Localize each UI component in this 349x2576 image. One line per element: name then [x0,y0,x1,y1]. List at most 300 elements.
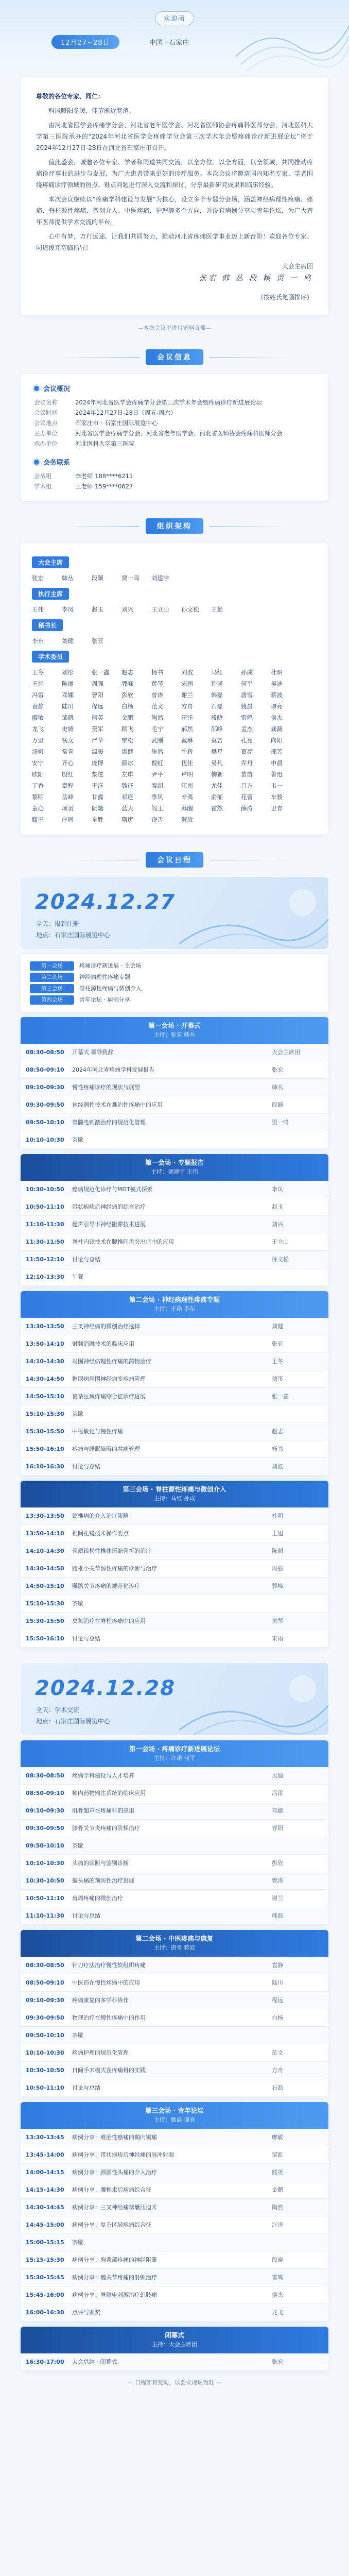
agenda-time: 14:50-15:10 [26,1583,64,1589]
info-key: 会务组 [34,472,52,480]
committee-name: 汪洋 [181,714,193,721]
agenda-time: 08:30-08:50 [26,1772,64,1779]
committee-name: 程远 [92,703,103,710]
agenda-row [21,1079,328,1096]
info-row [34,397,315,408]
agenda-row [21,1233,328,1251]
agenda-topic: 讨论与总结 [72,1256,100,1263]
committee-name: 丁香 [32,782,44,789]
agenda-speaker: 刘彤 [272,1376,283,1382]
agenda-band-title: 第一会场 · 专题报告 [145,1159,204,1166]
decorative-waves-icon [179,882,328,949]
agenda-time: 10:10-10:30 [26,1860,64,1867]
committee-name: 姚晨 [241,703,253,710]
agenda-topic: 病例分享：髋关节疼痛的射频治疗 [72,2274,157,2281]
agenda-block [21,2327,328,2371]
committee-name: 邵峰 [211,725,223,733]
committee-name: 韦一 [271,782,283,789]
committee-name: 尹平 [151,771,163,778]
committee-name: 邢芳 [271,748,283,755]
agenda-time: 16:00-16:30 [26,2309,64,2316]
agenda-time: 14:45-15:00 [26,2222,64,2228]
committee-name: 邓娜 [62,691,74,699]
hero-header [0,0,349,77]
committee-name: 张亚 [92,637,103,645]
agenda-speaker: 冯雷 [272,1790,283,1797]
agenda-topic: 糖尿病周围神经病变疼痛管理 [72,1376,146,1382]
committee-name: 葛亮 [241,748,253,755]
agenda-speaker: 张宏 [272,2359,283,2365]
agenda-row [21,1907,328,1925]
agenda-speaker: 曾涛 [272,1877,283,1884]
agenda-speaker: 程远 [272,1997,283,2004]
agenda-row [21,1595,328,1613]
agenda-time: 11:10-11:30 [26,1912,64,1919]
agenda-topic: 肌骨超声在疼痛科的应用 [72,1807,134,1814]
agenda-topic: 茶歇 [72,2032,83,2039]
agenda-time: 15:45-16:00 [26,2292,64,2298]
agenda-band-title: 第三会场 · 青年论坛 [145,2107,204,2114]
agenda-row [21,2216,328,2234]
agenda-time: 14:30-14:45 [26,2204,64,2211]
committee-name: 车骏 [271,793,283,801]
agenda-topic: 周围神经病理性疼痛的药物治疗 [72,1358,151,1365]
agenda-speaker: 吴迪 [272,1772,283,1779]
committee-name: 蓝天 [121,805,133,812]
letter-sign-title: （按姓氏笔画排序） [257,294,313,301]
committee-name: 孟杰 [241,725,253,733]
committee-name: 吴迪 [271,680,283,687]
agenda-time: 15:30-15:50 [26,1618,64,1624]
committee-name: 张宏 [32,574,44,582]
agenda-speaker: 赵玉 [272,1204,283,1210]
agenda-time: 13:45-14:00 [26,2151,64,2158]
agenda-block [21,1740,328,1925]
agenda-row [21,1440,328,1458]
agenda-time: 10:30-10:50 [26,2067,64,2074]
agenda-speaker: 贾一鸣 [272,1119,289,1126]
agenda-topic: 癌痛规范化诊疗与MDT模式探索 [72,1186,153,1193]
agenda-speaker: 雷鸣 [272,2274,283,2281]
letter-paragraph: 由河北省医学会疼痛学分会、河北省老年医学会、河北省医师协会疼痛科医师分会，河北医科大学第三医院承办的“2024年河北省医学会疼痛学分会第三次学术年会暨疼痛诊疗新进展论坛”将于2024年12月27日-28日在河北省石家庄市召开。 [36,122,313,151]
agenda-speaker [267,1405,328,1422]
agenda-time: 08:50-09:10 [26,1790,64,1797]
section-agenda-label: 会议日程 [146,852,203,868]
committee-name: 吕方 [241,782,253,789]
agenda-time: 08:30-08:50 [26,1049,64,1056]
agenda-time: 14:15-14:30 [26,2187,64,2193]
committee-names [32,572,317,584]
agenda-speaker: 杜明 [272,1513,283,1519]
agenda-time: 15:30-15:50 [26,1428,64,1435]
agenda-topic: 慢性疼痛诊疗的现状与展望 [72,1084,140,1091]
letter-salute: 尊敬的各位专家、同仁： [36,93,104,100]
committee-name: 岳峰 [62,793,74,801]
agenda-band-host: 主持：马红 孙成 [153,1495,196,1502]
agenda-topic: 超声引导下神经阻滞技术进展 [72,1221,146,1228]
committee-name: 郭峰 [121,680,133,687]
day2-sub2: 地点：石家庄国际展览中心 [36,1718,111,1725]
agenda-speaker: 王立山 [272,1239,289,1245]
letter-paragraph: 值此盛会，诚邀各位专家、学者和同道共同交流，以全方位、以全方面，以全领域，共同推动疼痛诊疗事业的进步与发展，为广大患者带来更好的诊疗服务。本次会议将邀请国内知名专家、学者围绕疼痛诊疗领域的热点、难点问题进行深入交流和探讨，分享最新研究成果和临床经验。 [36,159,313,189]
agenda-speaker: 陈丽 [272,1548,283,1554]
info-value: 2024年河北省医学会疼痛学分会第三次学术年会暨疼痛诊疗新进展论坛 [75,399,262,406]
agenda-row [21,1890,328,1907]
agenda-row [21,2146,328,2164]
agenda-row [21,1802,328,1820]
info-row [34,428,315,438]
day2-date: 2024.12.28 [35,1676,176,1700]
agenda-row [21,1131,328,1149]
agenda-topic: 复杂区域疼痛综合征诊疗进展 [72,1393,146,1400]
committee-name: 伍佳 [181,759,193,767]
agenda-row [21,1630,328,1648]
meeting-place: 中国 · 石家庄 [149,39,189,47]
welcome-letter [21,77,328,315]
venue-item [30,983,319,994]
agenda-speaker: 龙飞 [272,2309,283,2316]
agenda-speaker: 袁静 [272,1962,283,1969]
agenda-band [21,1154,328,1181]
agenda-topic: 中医药在慢性疼痛中的应用 [72,1979,140,1986]
agenda-speaker: 郭峰 [272,1583,283,1589]
committee-name: 俞丽 [211,793,223,801]
agenda-speaker: 周强 [272,1565,283,1572]
committee-name: 宋雨 [181,680,193,687]
agenda-topic: 带状疱疹后神经痛的综合治疗 [72,1204,146,1210]
committee-name: 韩丛 [62,574,74,582]
committee-name: 滕王 [32,816,44,823]
agenda-speaker: 汪洋 [272,2222,283,2228]
agenda-topic: 病例分享：颈源性头痛的介入治疗 [72,2169,157,2176]
committee-name: 全胜 [92,816,103,823]
committee-name: 陶然 [151,714,163,721]
committee-name: 史婧 [62,725,74,733]
committee-name: 向阳 [271,737,283,744]
agenda-topic: 开幕式 领导致辞 [72,1049,114,1056]
committee-name: 王冬 [32,669,44,676]
agenda-time: 15:10-15:30 [26,1411,64,1417]
section-committee-label: 组织架构 [146,518,203,534]
agenda-row [21,2286,328,2304]
agenda-topic: 颈椎病的介入治疗策略 [72,1513,129,1519]
agenda-topic: 茶歇 [72,1842,83,1849]
committee-name: 雷鸣 [241,714,253,721]
agenda-row [21,1974,328,1992]
agenda-row [21,2009,328,2027]
committee-name: 袁静 [32,703,44,710]
committee-name: 安宁 [32,759,44,767]
agenda-time: 16:10-16:30 [26,1463,64,1470]
agenda-topic: 讨论与总结 [72,1635,100,1642]
committee-name: 倪虹 [151,759,163,767]
agenda-block [21,1291,328,1476]
info-key: 承办单位 [34,440,58,447]
info-key: 主办单位 [34,430,58,437]
info-value: 河北医科大学第三医院 [75,440,134,447]
agenda-time: 14:30-14:50 [26,1376,64,1382]
letter-paragraph: 科风暖阳冬暖，佳节渐近寒消。 [48,107,135,114]
agenda-topic: 椎间孔镜技术操作要点 [72,1530,129,1537]
committee-name: 庄周 [62,816,74,823]
agenda-topic: 午餐 [72,1274,83,1280]
agenda-band [21,1481,328,1507]
committee-name: 钱文 [62,737,74,744]
committee-name: 杜明 [271,669,283,676]
committee-name: 康健 [121,748,133,755]
agenda-topic: 病例分享：带状疱疹后神经痛的脉冲射频 [72,2151,174,2158]
agenda-speaker: 李凤 [272,1186,283,1193]
info-basic-title: 会议概况 [43,385,71,393]
agenda-row [21,1251,328,1268]
committee-name: 顾飞 [121,725,133,733]
info-contact-title: 会务联系 [43,459,71,467]
agenda-time: 15:50-16:10 [26,1635,64,1642]
agenda-row [21,2199,328,2216]
agenda-row [21,1061,328,1079]
committee-name: 于洋 [92,782,103,789]
agenda-band-title: 第一会场 · 开幕式 [148,1022,201,1029]
agenda-row [21,1114,328,1131]
committee-name: 孙成 [241,669,253,676]
committee-role: 大会主席 [32,556,69,568]
venue-value: 疼痛诊疗新进展 · 主会场 [79,962,142,969]
committee-name: 龙飞 [32,725,44,733]
committee-name: 王立山 [151,606,169,613]
agenda-topic: 疼痛康复的多学科协作 [72,1997,129,2004]
agenda-band [21,1930,328,1957]
committee-name: 严华 [92,737,103,744]
agenda-row [21,1198,328,1216]
committee-name: 卢明 [181,771,193,778]
info-key: 会议地点 [34,419,58,427]
agenda-time: 09:50-10:10 [26,1842,64,1849]
committee-card [21,543,328,835]
committee-name: 江南 [181,782,193,789]
info-value: 王老师 159****0627 [75,483,133,490]
venue-item [30,972,319,983]
agenda-topic: 鞘内药物输注系统的临床应用 [72,1790,146,1797]
agenda-block [21,1930,328,2097]
committee-name: 马红 [211,669,223,676]
venue-value: 脊柱源性疼痛与微创介入 [79,985,142,992]
info-key: 会议名称 [34,399,58,406]
committee-name: 樊星 [211,748,223,755]
agenda-row [21,1543,328,1560]
committee-role: 秘书长 [32,619,63,631]
committee-name: 童心 [32,805,44,812]
agenda-topic: 病例分享：三叉神经痛球囊压迫术 [72,2204,157,2211]
agenda-speaker [267,2234,328,2251]
committee-name: 杨书 [151,669,163,676]
committee-name: 解放 [181,816,193,823]
agenda-band-host: 主持：唐雪 蒋波 [153,1944,196,1951]
agenda-topic: 讨论与总结 [72,2084,100,2091]
agenda-block [21,2102,328,2321]
agenda-note: — 日程如有变动，以会议现场为准 — [127,2379,222,2386]
agenda-block [21,1481,328,1648]
venue-key: 第一会场 [30,961,74,971]
committee-name: 谭亮 [271,703,283,710]
agenda-speaker: 熊英 [272,2169,283,2176]
agenda-speaker: 王旭 [272,1530,283,1537]
agenda-row [21,1044,328,1061]
agenda-row [21,1957,328,1974]
agenda-row [21,1855,328,1872]
committee-name: 辛夷 [181,793,193,801]
committee-names [32,635,317,647]
agenda-speaker: 张一鑫 [272,1393,289,1400]
agenda-band [21,2327,328,2353]
committee-name: 孔亮 [241,737,253,744]
agenda-speaker: 赵志 [272,1428,283,1435]
agenda-row [21,1181,328,1198]
committee-name: 侯杰 [271,714,283,721]
committee-name: 温暖 [92,748,103,755]
agenda-topic: 病例分享：脊髓电刺激治疗幻肢痛 [72,2292,157,2298]
agenda-row [21,1353,328,1370]
agenda-topic: 骨质疏松性椎体压缩骨折的治疗 [72,1548,151,1554]
agenda-speaker: 刘健 [272,1323,283,1330]
committee-name: 龚薇 [271,725,283,733]
committee-name: 戴琳 [181,737,193,744]
agenda-time: 14:10-14:30 [26,1358,64,1365]
committee-name: 魏征 [121,782,133,789]
venue-item [30,994,319,1006]
agenda-row [21,1578,328,1595]
letter-paragraph: 本次会议继续以“疼痛学科建设与发展”为核心，设立多个专题分会场，涵盖神经病理性疼痛、癌痛、脊柱源性疼痛、微创介入、中医疼痛、护理等多个方向，并设有病例分享与青年论坛，为广大青年医师提供学术交流的平台。 [36,196,313,226]
committee-name: 隋唐 [121,816,133,823]
committee-name: 苗苗 [241,771,253,778]
agenda-time: 09:10-09:30 [26,1807,64,1814]
date-pill: 12月27~28日 [51,35,119,49]
committee-name: 阎王 [151,805,163,812]
info-row [34,481,315,492]
agenda-row [21,1096,328,1114]
committee-name: 熊英 [92,714,103,721]
committee-name: 石磊 [211,703,223,710]
agenda-band-title: 第二会场 · 中医疼痛与康复 [135,1935,214,1942]
agenda-speaker: 白杨 [272,2014,283,2021]
agenda-topic: 茶歇 [72,1600,83,1607]
agenda-topic: 茶歇 [72,1411,83,1417]
info-card [21,374,328,501]
agenda-block [21,1154,328,1286]
letter-sign-org: 大会主席团 [282,263,313,270]
agenda-row [21,2234,328,2251]
committee-name: 柴进 [92,771,103,778]
committee-name: 甘露 [92,793,103,801]
section-agenda [0,852,349,868]
agenda-band-title: 第二会场 · 神经病理性疼痛专题 [129,1296,220,1303]
committee-name: 阮籍 [92,805,103,812]
agenda-time: 09:30-09:50 [26,1101,64,1108]
committee-name: 汤姆 [32,748,44,755]
agenda-time: 10:50-11:10 [26,2084,64,2091]
live-caption: —本次会议不进行饲料直播— [137,325,212,331]
committee-name: 范文 [151,703,163,710]
committee-name: 李东 [32,637,44,645]
agenda-speaker: 邹凯 [272,2151,283,2158]
agenda-row [21,2164,328,2181]
venue-item [30,960,319,972]
agenda-topic: 疼痛学科建设与人才培养 [72,1772,134,1779]
agenda-speaker: 韩丛 [272,1084,283,1091]
agenda-row [21,1405,328,1423]
agenda-speaker [267,1268,328,1285]
committee-name: 谢兰 [181,691,193,699]
agenda-row [21,2269,328,2286]
agenda-time: 15:10-15:30 [26,1600,64,1607]
info-key: 学术组 [34,483,52,490]
agenda-speaker [267,1837,328,1854]
letter-paragraph: 心中有梦，方行远途。让我们共同努力，推动河北省疼痛医学事业迈上新台阶！欢迎各位专家、同道拨冗莅临指导！ [36,233,313,251]
welcome-tag: 欢迎函 [155,11,194,25]
agenda-topic: 病例分享：难治性癌痛的鞘内镇痛 [72,2134,157,2141]
agenda-band [21,1291,328,1318]
agenda-row [21,1458,328,1476]
committee-name: 刘彤 [62,669,74,676]
agenda-topic: 讨论与总结 [72,1912,100,1919]
committee-name: 方舟 [181,703,193,710]
agenda-topic: 大会总结 · 闭幕式 [72,2359,117,2365]
agenda-time: 10:50-11:10 [26,1204,64,1210]
day1-sub2: 地点：石家庄国际展览中心 [36,931,111,939]
agenda-time: 08:30-08:50 [26,1962,64,1969]
agenda-topic: 脊髓电刺激治疗的规范化管理 [72,1119,146,1126]
agenda-topic: 臭氧治疗在脊柱疼痛中的应用 [72,1618,146,1624]
agenda-time: 14:00-14:15 [26,2169,64,2176]
agenda-topic: 三叉神经痛的微创治疗选择 [72,1323,140,1330]
agenda-band [21,1740,328,1767]
committee-name: 项羽 [62,805,74,812]
committee-name: 韩磊 [211,691,223,699]
agenda-time: 09:30-09:50 [26,1825,64,1832]
agenda-band [21,1017,328,1044]
agenda-time: 16:30-17:00 [26,2359,64,2365]
agenda-time: 10:30-10:50 [26,1186,64,1193]
day1-venue-list [21,954,328,1012]
day1-sub: 全天：报到注册 [36,920,80,927]
agenda-topic: 神经调控技术在难治性疼痛中的应用 [72,1101,163,1108]
committee-name: 柳絮 [211,771,223,778]
committee-name: 金鹏 [121,714,133,721]
agenda-time: 15:15-15:30 [26,2257,64,2263]
decorative-waves-icon [236,5,349,72]
agenda-topic: 讨论与总结 [72,1463,100,1470]
committee-name: 祁连 [121,793,133,801]
committee-name: 申晨 [271,759,283,767]
agenda-speaker: 段颖 [272,1101,283,1108]
agenda-speaker: 方舟 [272,2067,283,2074]
info-contact [34,457,315,492]
agenda-row [21,1423,328,1440]
agenda-row [21,2129,328,2146]
committee-name: 刘兴 [121,606,133,613]
info-value: 李老师 188****6211 [75,472,133,480]
committee-name: 段晓 [211,714,223,721]
agenda-row [21,1388,328,1405]
agenda-time: 08:50-09:10 [26,1979,64,1986]
agenda-time: 15:00-15:15 [26,2239,64,2246]
agenda-speaker: 段晓 [272,2257,283,2263]
committee-name: 赵玉 [92,606,103,613]
agenda-speaker: 刘兴 [272,1221,283,1228]
agenda-speaker: 黄琴 [272,1618,283,1624]
agenda-time: 14:50-15:10 [26,1393,64,1400]
committee-names [32,667,317,825]
agenda-row [21,1613,328,1630]
